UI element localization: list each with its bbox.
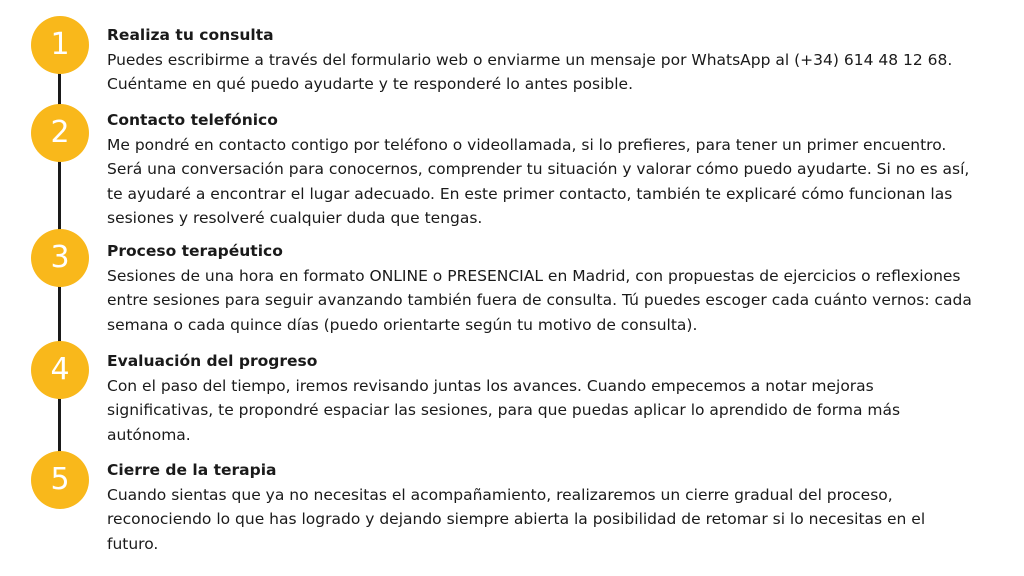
description-line: Con el paso del tiempo, iremos revisando juntas los avances. Cuando empecemos a notar mejoras: [107, 376, 874, 395]
step-text: [107, 239, 997, 337]
step-number: 5: [50, 462, 70, 497]
description-line: Cuéntame en qué puedo ayudarte y te responderé lo antes posible.: [107, 75, 634, 93]
description-line: Cuando sientas que ya no necesitas el acompañamiento, realizaremos un cierre gradual del proceso,: [107, 485, 893, 504]
step-number-circle: [31, 16, 89, 74]
description-line: Sesiones de una hora en formato ONLINE o PRESENCIAL en Madrid, con propuestas de ejercicios o reflexiones: [107, 266, 961, 285]
step-title: Realiza tu consulta: [107, 26, 274, 44]
description-line: Me pondré en contacto contigo por teléfono o videollamada, si lo prefieres, para tener un primer encuentro.: [107, 135, 947, 154]
step-description: [107, 133, 997, 231]
description-line: Será una conversación para conocernos, comprender tu situación y valorar cómo puedo ayudarte. Si no es así,: [107, 160, 970, 178]
step-number-circle: [31, 341, 89, 399]
step-text: [107, 23, 997, 97]
step-number-circle: [31, 104, 89, 162]
description-line: Puedes escribirme a través del formulario web o enviarme un mensaje por WhatsApp al (+34) 614 48 12 68.: [107, 50, 953, 69]
description-line: reconociendo lo que has logrado y dejando siempre abierta la posibilidad de retomar si lo necesitas en el: [107, 510, 926, 528]
description-line: sesiones y resolveré cualquier duda que tengas.: [107, 209, 483, 227]
description-line: te ayudaré a encontrar el lugar adecuado. En este primer contacto, también te explicaré cómo funcionan las: [107, 184, 953, 203]
step-title: Cierre de la terapia: [107, 461, 277, 479]
step-description: [107, 483, 997, 557]
step-title: Proceso terapéutico: [107, 242, 283, 260]
step-title: Contacto telefónico: [107, 111, 278, 129]
step-number: 4: [50, 352, 70, 387]
description-line: autónoma.: [107, 425, 191, 444]
description-line: futuro.: [107, 534, 159, 553]
step-number-circle: [31, 451, 89, 509]
description-line: entre sesiones para seguir avanzando también fuera de consulta. Tú puedes escoger cada cuánto vernos: cada: [107, 291, 972, 309]
step-number: 2: [50, 115, 70, 150]
step-title: Evaluación del progreso: [107, 352, 318, 370]
description-line: significativas, te propondré espaciar las sesiones, para que puedas aplicar lo aprendido de forma más: [107, 401, 901, 419]
description-line: semana o cada quince días (puedo orientarte según tu motivo de consulta).: [107, 315, 698, 334]
step-description: [107, 48, 997, 97]
step-number: 3: [50, 240, 70, 275]
step-text: [107, 349, 997, 447]
step-description: [107, 264, 997, 338]
step-number-circle: [31, 229, 89, 287]
step-text: [107, 458, 997, 556]
step-text: [107, 108, 997, 231]
step-number: 1: [50, 27, 70, 62]
step-description: [107, 374, 997, 448]
